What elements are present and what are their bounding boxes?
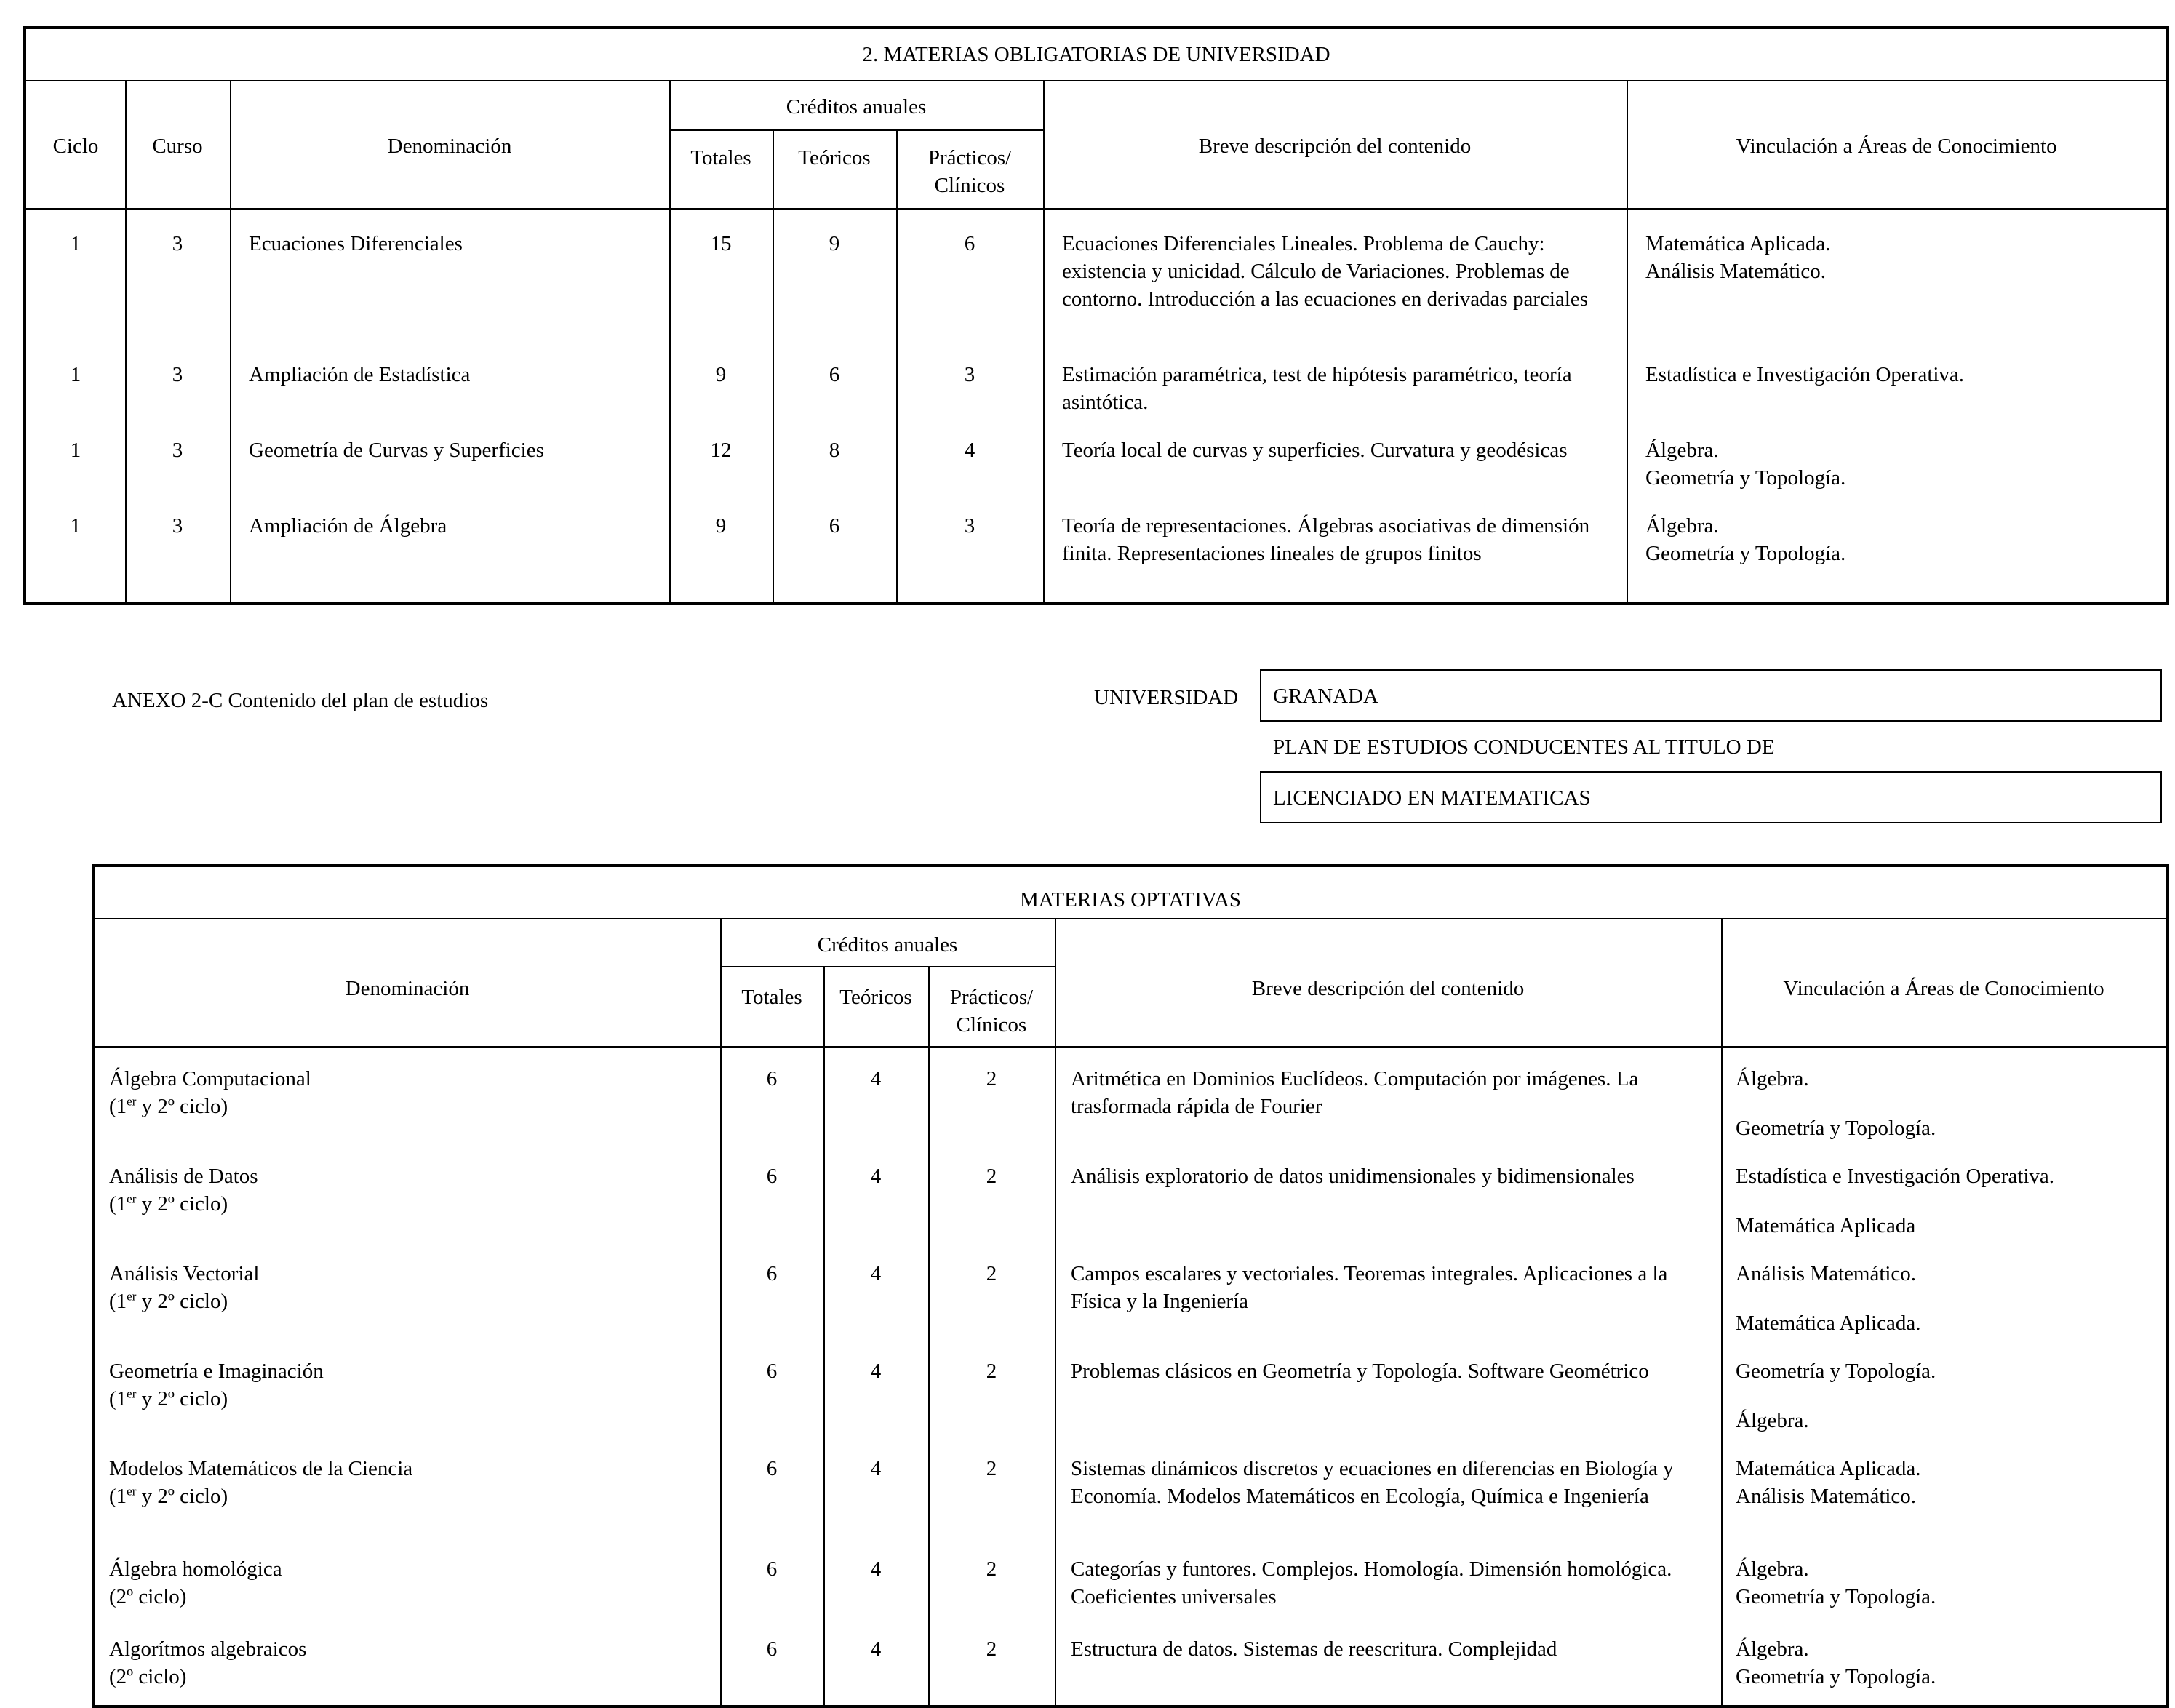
cell-ciclo: (1er y 2º ciclo)	[109, 1386, 228, 1410]
cell-area: Álgebra.	[1645, 439, 1719, 462]
cell-area: Análisis Matemático.	[1736, 1485, 1917, 1508]
header-vinculacion: Vinculación a Áreas de Conocimiento	[1783, 977, 2104, 1000]
header-ciclo: Ciclo	[52, 135, 99, 158]
cell-ciclo: (1er y 2º ciclo)	[109, 1094, 228, 1118]
header-denominacion: Denominación	[345, 977, 470, 1000]
cell-totales: 6	[766, 1067, 778, 1090]
divider	[1055, 918, 1056, 1705]
cell-area: Álgebra.	[1736, 1067, 1809, 1090]
cell-descripcion: Estructura de datos. Sistemas de reescritura. Complejidad	[1071, 1637, 1557, 1661]
cell-ciclo: (1er y 2º ciclo)	[109, 1484, 228, 1508]
cell-teoricos: 4	[870, 1360, 882, 1383]
header-clinicos: Clínicos	[956, 1013, 1027, 1037]
cell-totales: 6	[766, 1165, 778, 1188]
cell-teoricos: 4	[870, 1165, 882, 1188]
divider	[720, 966, 1055, 967]
cell-ciclo: 1	[70, 439, 81, 462]
cell-practicos: 2	[986, 1360, 997, 1383]
cell-practicos: 6	[964, 232, 975, 255]
cell-area: Geometría y Topología.	[1736, 1665, 1936, 1688]
cell-area: Análisis Matemático.	[1645, 260, 1827, 283]
header-denominacion: Denominación	[387, 135, 512, 158]
cell-area: Álgebra.	[1645, 514, 1719, 538]
titulo-value: LICENCIADO EN MATEMATICAS	[1273, 786, 1591, 810]
cell-descripcion: Categorías y funtores. Complejos. Homología. Dimensión homológica. Coeficientes universales	[1071, 1557, 1672, 1608]
cell-descripcion: Campos escalares y vectoriales. Teoremas integrales. Aplicaciones a la Física y la Ingeniería	[1071, 1262, 1668, 1313]
anexo-title: ANEXO 2-C Contenido del plan de estudios	[112, 689, 489, 712]
cell-totales: 6	[766, 1637, 778, 1661]
cell-ciclo: 1	[70, 232, 81, 255]
cell-teoricos: 4	[870, 1457, 882, 1480]
universidad-label: UNIVERSIDAD	[1094, 686, 1239, 709]
cell-totales: 9	[715, 363, 727, 386]
cell-area: Análisis Matemático.	[1736, 1262, 1917, 1285]
cell-practicos: 2	[986, 1637, 997, 1661]
table-title: MATERIAS OPTATIVAS	[1019, 888, 1242, 911]
optional-subjects-table	[92, 864, 2169, 1708]
cell-area: Geometría y Topología.	[1736, 1585, 1936, 1608]
header-totales: Totales	[741, 986, 802, 1009]
cell-descripcion: Ecuaciones Diferenciales Lineales. Problema de Cauchy: existencia y unicidad. Cálculo de Variaciones. Problemas de contorno. Introducción a las ecuaciones en derivadas parciales	[1062, 232, 1589, 311]
cell-practicos: 2	[986, 1557, 997, 1581]
cell-denominacion: Álgebra Computacional	[109, 1067, 311, 1090]
cell-area: Matemática Aplicada.	[1736, 1457, 1921, 1480]
cell-practicos: 3	[964, 363, 975, 386]
cell-area: Estadística e Investigación Operativa.	[1645, 363, 1965, 386]
cell-descripcion: Problemas clásicos en Geometría y Topología. Software Geométrico	[1071, 1360, 1649, 1383]
cell-ciclo: 1	[70, 363, 81, 386]
cell-area: Estadística e Investigación Operativa.	[1736, 1165, 2055, 1188]
cell-descripcion: Teoría local de curvas y superficies. Curvatura y geodésicas	[1062, 439, 1568, 462]
cell-denominacion: Algorítmos algebraicos	[109, 1637, 307, 1661]
cell-teoricos: 4	[870, 1262, 882, 1285]
header-totales: Totales	[690, 146, 751, 169]
divider	[26, 80, 2166, 81]
header-creditos: Créditos anuales	[817, 933, 958, 957]
cell-descripcion: Sistemas dinámicos discretos y ecuaciones en diferencias en Biología y Economía. Modelos Matemáticos en Ecología, Química e Ingeniería	[1071, 1457, 1674, 1508]
cell-teoricos: 8	[829, 439, 840, 462]
cell-denominacion: Modelos Matemáticos de la Ciencia	[109, 1457, 413, 1480]
header-descripcion: Breve descripción del contenido	[1251, 977, 1525, 1000]
universidad-box	[1260, 669, 2162, 722]
cell-practicos: 2	[986, 1457, 997, 1480]
cell-denominacion: Álgebra homológica	[109, 1557, 282, 1581]
cell-totales: 6	[766, 1557, 778, 1581]
cell-area: Geometría y Topología.	[1645, 466, 1846, 490]
cell-teoricos: 9	[829, 232, 840, 255]
cell-denominacion: Análisis Vectorial	[109, 1262, 260, 1285]
cell-totales: 6	[766, 1360, 778, 1383]
cell-teoricos: 4	[870, 1557, 882, 1581]
cell-area: Matemática Aplicada.	[1645, 232, 1831, 255]
cell-curso: 3	[172, 363, 183, 386]
cell-denominacion: Análisis de Datos	[109, 1165, 258, 1188]
divider	[26, 208, 2166, 210]
cell-practicos: 3	[964, 514, 975, 538]
cell-totales: 9	[715, 514, 727, 538]
universidad-value: GRANADA	[1273, 685, 1378, 708]
table-title: 2. MATERIAS OBLIGATORIAS DE UNIVERSIDAD	[862, 43, 1330, 66]
titulo-box	[1260, 771, 2162, 823]
divider	[95, 918, 2166, 919]
cell-curso: 3	[172, 232, 183, 255]
cell-ciclo: (1er y 2º ciclo)	[109, 1192, 228, 1216]
cell-practicos: 2	[986, 1165, 997, 1188]
divider	[1721, 918, 1723, 1705]
divider	[669, 129, 1043, 131]
cell-teoricos: 6	[829, 514, 840, 538]
cell-area: Geometría y Topología.	[1645, 542, 1846, 565]
cell-ciclo: (2º ciclo)	[109, 1585, 187, 1608]
cell-denominacion: Geometría e Imaginación	[109, 1360, 324, 1383]
cell-practicos: 2	[986, 1067, 997, 1090]
cell-descripcion: Aritmética en Dominios Euclídeos. Computación por imágenes. La trasformada rápida de Fourier	[1071, 1067, 1639, 1118]
cell-teoricos: 4	[870, 1067, 882, 1090]
cell-area: Álgebra.	[1736, 1409, 1809, 1432]
divider	[95, 1046, 2166, 1048]
cell-totales: 12	[710, 439, 732, 462]
header-practicos: Prácticos/	[927, 146, 1012, 169]
cell-descripcion: Teoría de representaciones. Álgebras asociativas de dimensión finita. Representaciones lineales de grupos finitos	[1062, 514, 1590, 565]
cell-descripcion: Análisis exploratorio de datos unidimensionales y bidimensionales	[1071, 1165, 1635, 1188]
header-curso: Curso	[152, 135, 203, 158]
cell-curso: 3	[172, 439, 183, 462]
cell-ciclo: (1er y 2º ciclo)	[109, 1289, 228, 1313]
header-teoricos: Teóricos	[798, 146, 871, 169]
cell-area: Geometría y Topología.	[1736, 1117, 1936, 1140]
cell-denominacion: Ampliación de Álgebra	[249, 514, 447, 538]
cell-practicos: 4	[964, 439, 975, 462]
cell-totales: 6	[766, 1457, 778, 1480]
cell-area: Matemática Aplicada.	[1736, 1312, 1921, 1335]
cell-totales: 15	[710, 232, 732, 255]
cell-ciclo: (2º ciclo)	[109, 1665, 187, 1688]
cell-teoricos: 4	[870, 1637, 882, 1661]
cell-curso: 3	[172, 514, 183, 538]
mandatory-subjects-table	[23, 26, 2169, 605]
cell-denominacion: Ecuaciones Diferenciales	[249, 232, 463, 255]
header-vinculacion: Vinculación a Áreas de Conocimiento	[1736, 135, 2057, 158]
header-practicos: Prácticos/	[949, 986, 1034, 1009]
plan-label: PLAN DE ESTUDIOS CONDUCENTES AL TITULO DE	[1273, 735, 1775, 759]
cell-teoricos: 6	[829, 363, 840, 386]
cell-denominacion: Geometría de Curvas y Superficies	[249, 439, 544, 462]
cell-totales: 6	[766, 1262, 778, 1285]
cell-denominacion: Ampliación de Estadística	[249, 363, 471, 386]
header-descripcion: Breve descripción del contenido	[1198, 135, 1472, 158]
cell-area: Matemática Aplicada	[1736, 1214, 1916, 1237]
cell-area: Geometría y Topología.	[1736, 1360, 1936, 1383]
cell-ciclo: 1	[70, 514, 81, 538]
header-clinicos: Clínicos	[934, 174, 1005, 197]
header-creditos: Créditos anuales	[786, 95, 927, 119]
cell-practicos: 2	[986, 1262, 997, 1285]
header-teoricos: Teóricos	[839, 986, 912, 1009]
cell-descripcion: Estimación paramétrica, test de hipótesis paramétrico, teoría asintótica.	[1062, 363, 1572, 414]
divider	[720, 918, 722, 1705]
cell-area: Álgebra.	[1736, 1637, 1809, 1661]
cell-area: Álgebra.	[1736, 1557, 1809, 1581]
